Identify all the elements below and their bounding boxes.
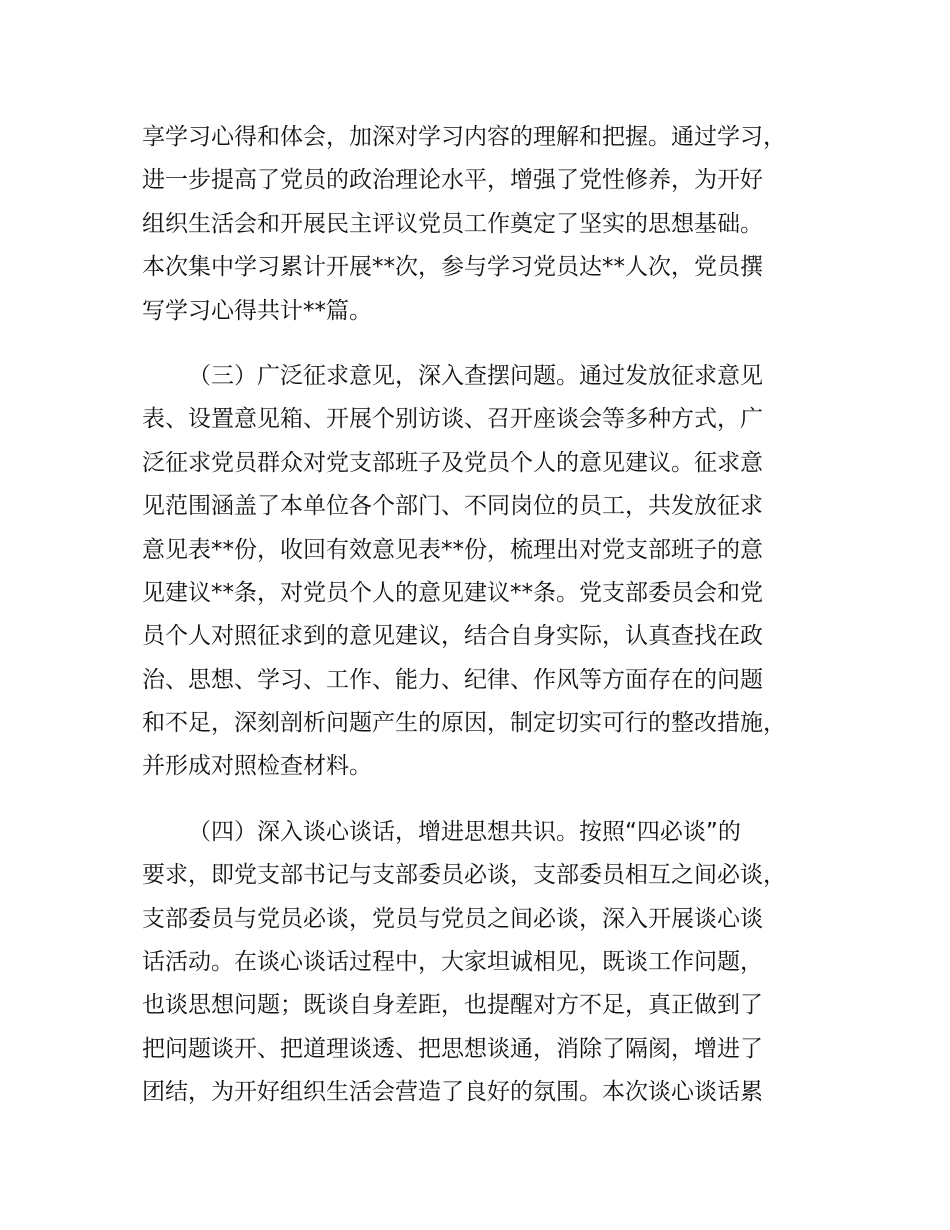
text-line: 见范围涵盖了本单位各个部门、不同岗位的员工，共发放征求	[142, 493, 763, 520]
text-line: 并形成对照检查材料。	[142, 753, 372, 780]
paragraph-study-continuation	[142, 116, 832, 333]
text-line: 写学习心得共计**篇。	[142, 297, 372, 324]
text-line: 泛征求党员群众对党支部班子及党员个人的意见建议。征求意	[142, 449, 763, 476]
text-line: 团结，为开好组织生活会营造了良好的氛围。本次谈心谈话累	[142, 1079, 763, 1106]
text-line: 和不足，深刻剖析问题产生的原因，制定切实可行的整改措施，	[142, 710, 786, 737]
text-line: 治、思想、学习、工作、能力、纪律、作风等方面存在的问题	[142, 666, 763, 693]
text-line: 话活动。在谈心谈话过程中，大家坦诚相见，既谈工作问题，	[142, 949, 763, 976]
paragraph-gap	[142, 333, 832, 355]
paragraph-heart-to-heart-talks	[142, 811, 832, 1115]
text-line: 本次集中学习累计开展**次，参与学习党员达**人次，党员撰	[142, 254, 763, 281]
text-line: （三）广泛征求意见，深入查摆问题。通过发放征求意见	[188, 362, 763, 389]
text-line: 进一步提高了党员的政治理论水平，增强了党性修养，为开好	[142, 167, 763, 194]
text-line: 员个人对照征求到的意见建议，结合自身实际，认真查找在政	[142, 623, 763, 650]
text-line: 意见表**份，收回有效意见表**份，梳理出对党支部班子的意	[142, 536, 763, 563]
text-line: 也谈思想问题；既谈自身差距，也提醒对方不足，真正做到了	[142, 992, 763, 1019]
text-line: （四）深入谈心谈话，增进思想共识。按照“四必谈”的	[188, 818, 741, 845]
text-line: 见建议**条，对党员个人的意见建议**条。党支部委员会和党	[142, 579, 763, 606]
document-body	[142, 116, 832, 1115]
text-line: 要求，即党支部书记与支部委员必谈，支部委员相互之间必谈，	[142, 862, 786, 889]
text-line: 享学习心得和体会，加深对学习内容的理解和把握。通过学习，	[142, 124, 786, 150]
paragraph-solicit-opinions	[142, 355, 832, 789]
paragraph-gap	[142, 789, 832, 811]
text-line: 把问题谈开、把道理谈透、把思想谈通，消除了隔阂，增进了	[142, 1035, 763, 1062]
text-line: 组织生活会和开展民主评议党员工作奠定了坚实的思想基础。	[142, 210, 763, 237]
text-line: 表、设置意见箱、开展个别访谈、召开座谈会等多种方式，广	[142, 406, 763, 433]
text-line: 支部委员与党员必谈，党员与党员之间必谈，深入开展谈心谈	[142, 905, 763, 932]
